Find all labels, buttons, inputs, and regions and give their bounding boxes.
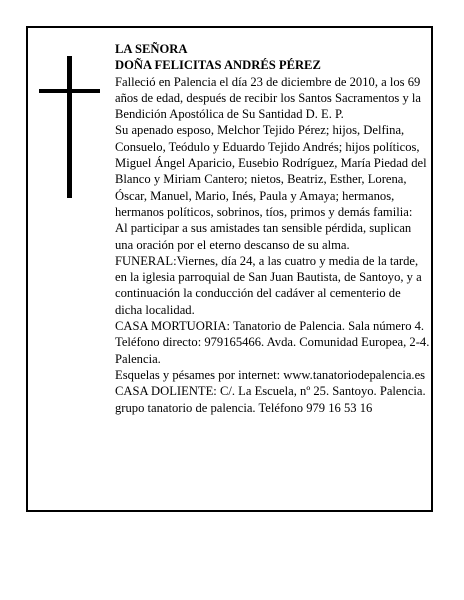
internet-condolences: Esquelas y pésames por internet: www.tanatoriodepalencia.es (115, 367, 426, 382)
notice-heading: LA SEÑORA (115, 42, 188, 56)
funeral-details: FUNERAL:Viernes, día 24, a las cuatro y media de la tarde, en la iglesia parroquial de San Juan Bautista, de Santoyo, y a continuación la conducción del cadáver al cementerio de dicha localidad. (115, 253, 422, 317)
family-home-address: CASA DOLIENTE: C/. La Escuela, nº 25. Santoyo. Palencia. (115, 384, 426, 399)
deceased-name: DOÑA FELICITAS ANDRÉS PÉREZ (115, 58, 321, 73)
obituary-notice (26, 26, 433, 512)
cross-vertical-bar (67, 56, 72, 198)
cross-horizontal-bar (39, 89, 100, 93)
death-announcement: Falleció en Palencia el día 23 de diciembre de 2010, a los 69 años de edad, después de recibir los Santos Sacramentos y la Bendición Apostólica de Su Santidad D. E. P. (115, 74, 422, 122)
notice-text (115, 41, 431, 416)
funeral-group-contact: grupo tanatorio de palencia. Teléfono 979 16 53 16 (115, 400, 373, 415)
funeral-home-details: CASA MORTUORIA: Tanatorio de Palencia. Sala número 4. Teléfono directo: 979165466. Avda. Comunidad Europea, 2-4. Palencia. (115, 319, 430, 366)
prayer-request: Al participar a sus amistades tan sensible pérdida, suplican una oración por el eterno descanso de su alma. (115, 221, 412, 252)
family-list: Su apenado esposo, Melchor Tejido Pérez; hijos, Delfina, Consuelo, Teódulo y Eduardo Tejido Andrés; hijos políticos, Miguel Ángel Aparicio, Eusebio Rodríguez, María Piedad del Blanco y Miriam Cantero; nietos, Beatriz, Esther, Lorena, Óscar, Manuel, Mario, Inés, Paula y Amaya; hermanos, hermanos políticos, sobrinos, tíos, primos y demás familia: (115, 123, 427, 219)
